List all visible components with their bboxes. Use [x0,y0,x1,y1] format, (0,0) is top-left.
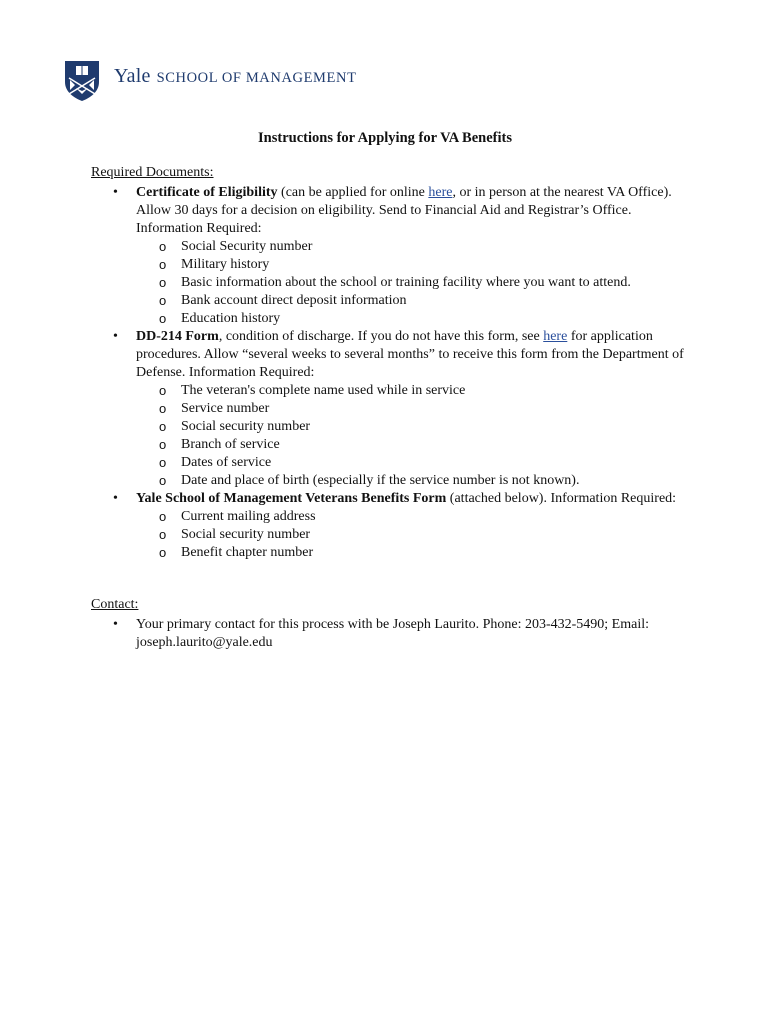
list-item: o Dates of service [136,454,691,472]
list-item: o Social security number [136,418,691,436]
item-title: Yale School of Management Veterans Benefits Form [136,491,447,506]
list-item: o Military history [136,256,691,274]
yale-shield-icon [64,60,100,102]
list-item: o Social Security number [136,238,691,256]
list-item: o Current mailing address [136,508,691,526]
sub-list [136,382,691,490]
list-item: o Bank account direct deposit information [136,292,691,310]
list-item [91,490,691,562]
sub-list [136,238,691,328]
list-item: o The veteran's complete name used while in service [136,382,691,400]
page-title: Instructions for Applying for VA Benefits [258,130,512,146]
list-item: o Basic information about the school or training facility where you want to attend. [136,274,691,292]
item-text: , or in person at the nearest VA Office). Allow 30 days for a decision on eligibility. Send to Financial Aid and Registrar’s Office. Information Required: [136,185,672,236]
sub-list [136,508,691,562]
dd214-link[interactable]: here [543,329,568,344]
contact-heading: Contact: [91,597,139,612]
yale-som-logo[interactable] [64,60,357,102]
list-item: • Your primary contact for this process with be Joseph Laurito. Phone: 203-432-5490; Email: joseph.laurito@yale.edu [91,616,691,652]
list-item: o Branch of service [136,436,691,454]
item-title: DD-214 Form [136,329,219,344]
list-item: o Education history [136,310,691,328]
required-documents-heading: Required Documents: [91,165,214,180]
list-item: o Date and place of birth (especially if the service number is not known). [136,472,691,490]
logo-school-text: SCHOOL OF MANAGEMENT [156,69,357,86]
contact-section [91,596,691,652]
item-text: (can be applied for online [277,185,429,200]
item-text: (attached below). Information Required: [446,491,677,506]
item-title: Certificate of Eligibility [136,185,278,200]
list-item [91,328,691,490]
list-item: o Social security number [136,526,691,544]
item-text: , condition of discharge. If you do not have this form, see [218,329,544,344]
logo-yale-text: Yale [114,64,151,87]
list-item [91,184,691,328]
required-documents-list [91,184,691,562]
list-item: o Benefit chapter number [136,544,691,562]
item-text: for application procedures. Allow “several weeks to several months” to receive this form from the Department of Defense. Information Required: [136,329,684,380]
contact-list [91,616,691,652]
required-documents-section [91,164,691,562]
list-item: o Service number [136,400,691,418]
eligibility-link[interactable]: here [428,185,453,200]
